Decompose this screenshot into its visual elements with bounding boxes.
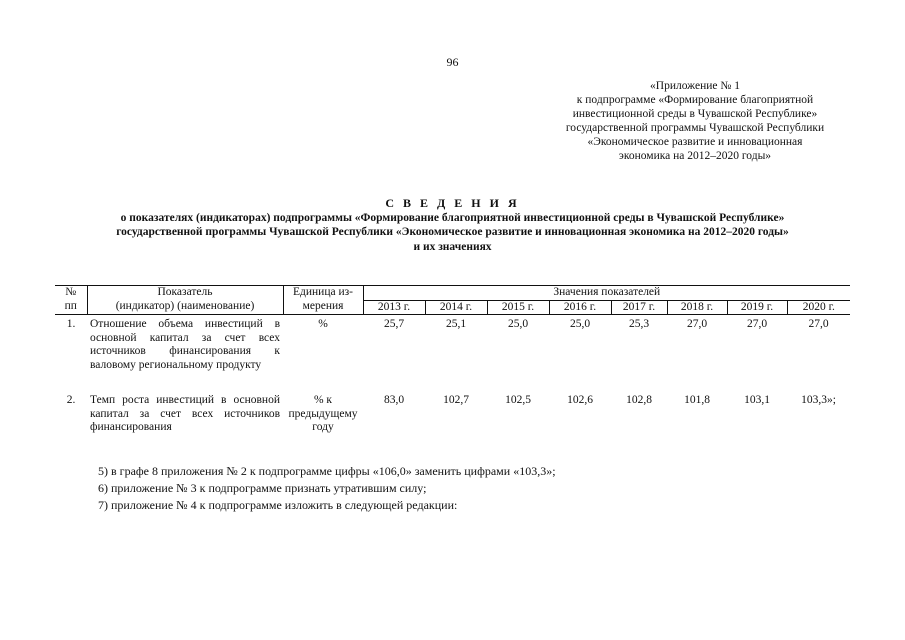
header-year: 2015 г.	[487, 300, 549, 315]
title-line: и их значениях	[413, 240, 492, 253]
row-number: 1.	[66, 318, 76, 330]
header-unit: Единица из-	[283, 286, 363, 301]
value-cell: 27,0	[746, 318, 768, 330]
value-cell: 102,8	[626, 394, 652, 406]
header-unit-sub: мерения	[283, 300, 363, 315]
value-cell: 102,5	[505, 394, 531, 406]
title-line: о показателях (индикаторах) подпрограммы «Формирование благоприятной инвестиционной среды в Чувашской Республике»	[120, 211, 785, 224]
title-line: государственной программы Чувашской Республики «Экономическое развитие и инновационная экономика на 2012–2020 годы»	[116, 226, 789, 238]
table-row	[55, 315, 850, 373]
value-cell: 102,7	[443, 394, 469, 406]
appendix-line: «Приложение № 1	[650, 80, 740, 92]
value-cell: 27,0	[686, 318, 708, 330]
value-cell: 25,0	[569, 318, 591, 330]
header-year: 2018 г.	[667, 300, 727, 315]
table-header-row	[55, 286, 850, 301]
header-num-sub: пп	[55, 300, 87, 315]
header-year: 2016 г.	[549, 300, 611, 315]
appendix-line: инвестиционной среды в Чувашской Республике»	[572, 108, 818, 120]
header-year: 2019 г.	[727, 300, 787, 315]
appendix-line: «Экономическое развитие и инновационная	[587, 136, 803, 148]
header-year: 2013 г.	[363, 300, 425, 315]
unit-of-measure: %	[318, 318, 328, 330]
appendix-reference	[500, 79, 890, 163]
header-num: №	[55, 286, 87, 301]
value-cell: 27,0	[808, 318, 829, 330]
value-cell: 103,1	[744, 394, 770, 406]
page-number: 96	[446, 55, 459, 69]
value-cell: 25,0	[507, 318, 529, 330]
value-cell: 25,1	[445, 318, 467, 330]
title-heading: С В Е Д Е Н И Я	[385, 196, 520, 210]
value-cell: 103,3»;	[801, 394, 836, 406]
value-cell: 83,0	[383, 394, 405, 406]
instruction-line: 5) в графе 8 приложения № 2 к подпрограмме цифры «106,0» заменить цифрами «103,3»;	[98, 464, 556, 478]
instruction-line: 7) приложение № 4 к подпрограмме изложить в следующей редакции:	[98, 498, 458, 512]
appendix-line: к подпрограмме «Формирование благоприятной	[576, 94, 814, 106]
value-cell: 25,7	[383, 318, 405, 330]
instruction-line: 6) приложение № 3 к подпрограмме признать утратившим силу;	[98, 481, 427, 495]
header-values-group: Значения показателей	[363, 286, 850, 301]
value-cell: 102,6	[567, 394, 593, 406]
document-title	[0, 196, 905, 254]
indicators-table	[55, 285, 850, 435]
indicator-name: Темп роста инвестиций в основной капитал за счет всех источников финансирования	[90, 394, 280, 433]
appendix-line: экономика на 2012–2020 годы»	[618, 150, 772, 162]
indicator-name: Отношение объема инвестиций в основной капитал за счет всех источников финансирования к валовому региональному продукту	[90, 318, 280, 371]
header-indicator-sub: (индикатор) (наименование)	[87, 300, 283, 315]
appendix-line: государственной программы Чувашской Республики	[565, 122, 825, 134]
table-header-row	[55, 300, 850, 315]
header-year: 2017 г.	[611, 300, 667, 315]
value-cell: 101,8	[684, 394, 710, 406]
header-year: 2020 г.	[787, 300, 850, 315]
value-cell: 25,3	[628, 318, 650, 330]
row-number: 2.	[66, 394, 76, 406]
amendment-instructions	[98, 463, 556, 514]
table-row	[55, 372, 850, 435]
header-year: 2014 г.	[425, 300, 487, 315]
header-indicator: Показатель	[87, 286, 283, 301]
unit-of-measure: % к предыдущему году	[288, 394, 358, 433]
